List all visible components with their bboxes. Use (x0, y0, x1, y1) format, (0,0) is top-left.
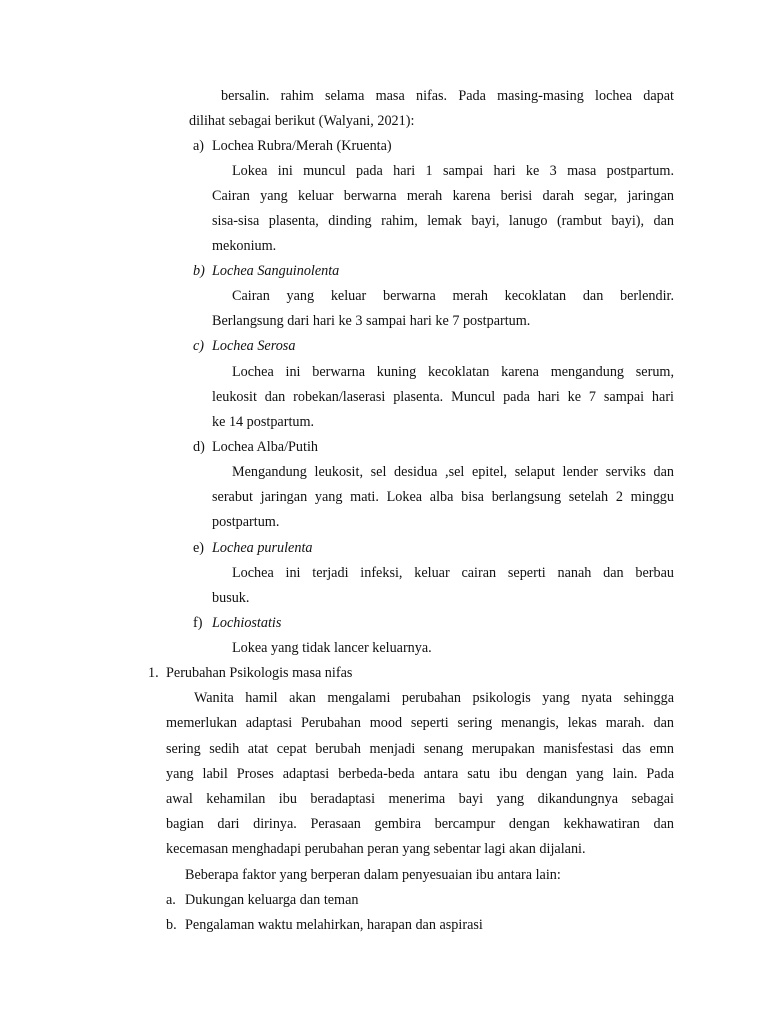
lochea-rubra-text: Cairan yang keluar berwarna merah karena berisi darah segar, jaringan (212, 188, 674, 204)
list-marker: a. (166, 892, 176, 908)
lochea-alba-text: serabut jaringan yang mati. Lokea alba bisa berlangsung setelah 2 minggu (212, 489, 674, 505)
paragraph-line: Wanita hamil akan mengalami perubahan psikologis yang nyata sehingga (194, 690, 674, 706)
lochea-purulenta-text: busuk. (212, 590, 250, 606)
list-marker: e) (193, 540, 205, 556)
lochea-serosa-text: Lochea ini berwarna kuning kecoklatan karena mengandung serum, (232, 364, 674, 380)
paragraph-line: yang labil Proses adaptasi berbeda-beda antara satu ibu dengan yang lain. Pada (166, 766, 674, 782)
lochea-rubra-text: mekonium. (212, 238, 277, 254)
lochea-rubra-title: Lochea Rubra/Merah (Kruenta) (212, 138, 392, 154)
section-number: 1. (148, 665, 159, 681)
factors-intro: Beberapa faktor yang berperan dalam penyesuaian ibu antara lain: (185, 867, 561, 883)
list-marker: d) (193, 439, 205, 455)
lochea-sanguinolenta-text: Cairan yang keluar berwarna merah kecoklatan dan berlendir. (232, 288, 674, 304)
section-heading: Perubahan Psikologis masa nifas (166, 665, 353, 681)
list-marker: b. (166, 917, 177, 933)
list-marker: a) (193, 138, 205, 154)
paragraph-line: awal kehamilan ibu beradaptasi menerima bayi yang dikandungnya sebagai (166, 791, 674, 807)
lochea-serosa-text: leukosit dan robekan/laserasi plasenta. Muncul pada hari ke 7 sampai hari (212, 389, 674, 405)
factor-item: Dukungan keluarga dan teman (185, 892, 359, 908)
paragraph-line: bagian dari dirinya. Perasaan gembira bercampur dengan kekhawatiran dan (166, 816, 674, 832)
paragraph-line: sering sedih atat cepat berubah menjadi senang merupakan manisfestasi das emn (166, 741, 674, 757)
paragraph-line: kecemasan menghadapi perubahan peran yang sebentar lagi akan dijalani. (166, 841, 586, 857)
intro-line-2: dilihat sebagai berikut (Walyani, 2021): (189, 113, 415, 129)
list-marker: c) (193, 338, 205, 354)
lochea-purulenta-title: Lochea purulenta (212, 540, 313, 556)
lochiostatis-text: Lokea yang tidak lancer keluarnya. (232, 640, 432, 656)
lochea-purulenta-text: Lochea ini terjadi infeksi, keluar cairan seperti nanah dan berbau (232, 565, 674, 581)
lochea-rubra-text: Lokea ini muncul pada hari 1 sampai hari ke 3 masa postpartum. (232, 163, 674, 179)
lochea-alba-text: postpartum. (212, 514, 280, 530)
paragraph-line: memerlukan adaptasi Perubahan mood seperti sering menangis, lekas marah. dan (166, 715, 674, 731)
lochea-sanguinolenta-text: Berlangsung dari hari ke 3 sampai hari ke 7 postpartum. (212, 313, 531, 329)
lochea-serosa-text: ke 14 postpartum. (212, 414, 315, 430)
lochea-alba-title: Lochea Alba/Putih (212, 439, 318, 455)
lochea-sanguinolenta-title: Lochea Sanguinolenta (212, 263, 340, 279)
lochea-alba-text: Mengandung leukosit, sel desidua ,sel epitel, selaput lender serviks dan (232, 464, 674, 480)
list-marker: f) (193, 615, 203, 631)
lochea-rubra-text: sisa-sisa plasenta, dinding rahim, lemak bayi, lanugo (rambut bayi), dan (212, 213, 674, 229)
list-marker: b) (193, 263, 205, 279)
intro-line-1: bersalin. rahim selama masa nifas. Pada masing-masing lochea dapat (221, 88, 674, 104)
lochea-serosa-title: Lochea Serosa (212, 338, 296, 354)
factor-item: Pengalaman waktu melahirkan, harapan dan aspirasi (185, 917, 483, 933)
lochiostatis-title: Lochiostatis (212, 615, 282, 631)
